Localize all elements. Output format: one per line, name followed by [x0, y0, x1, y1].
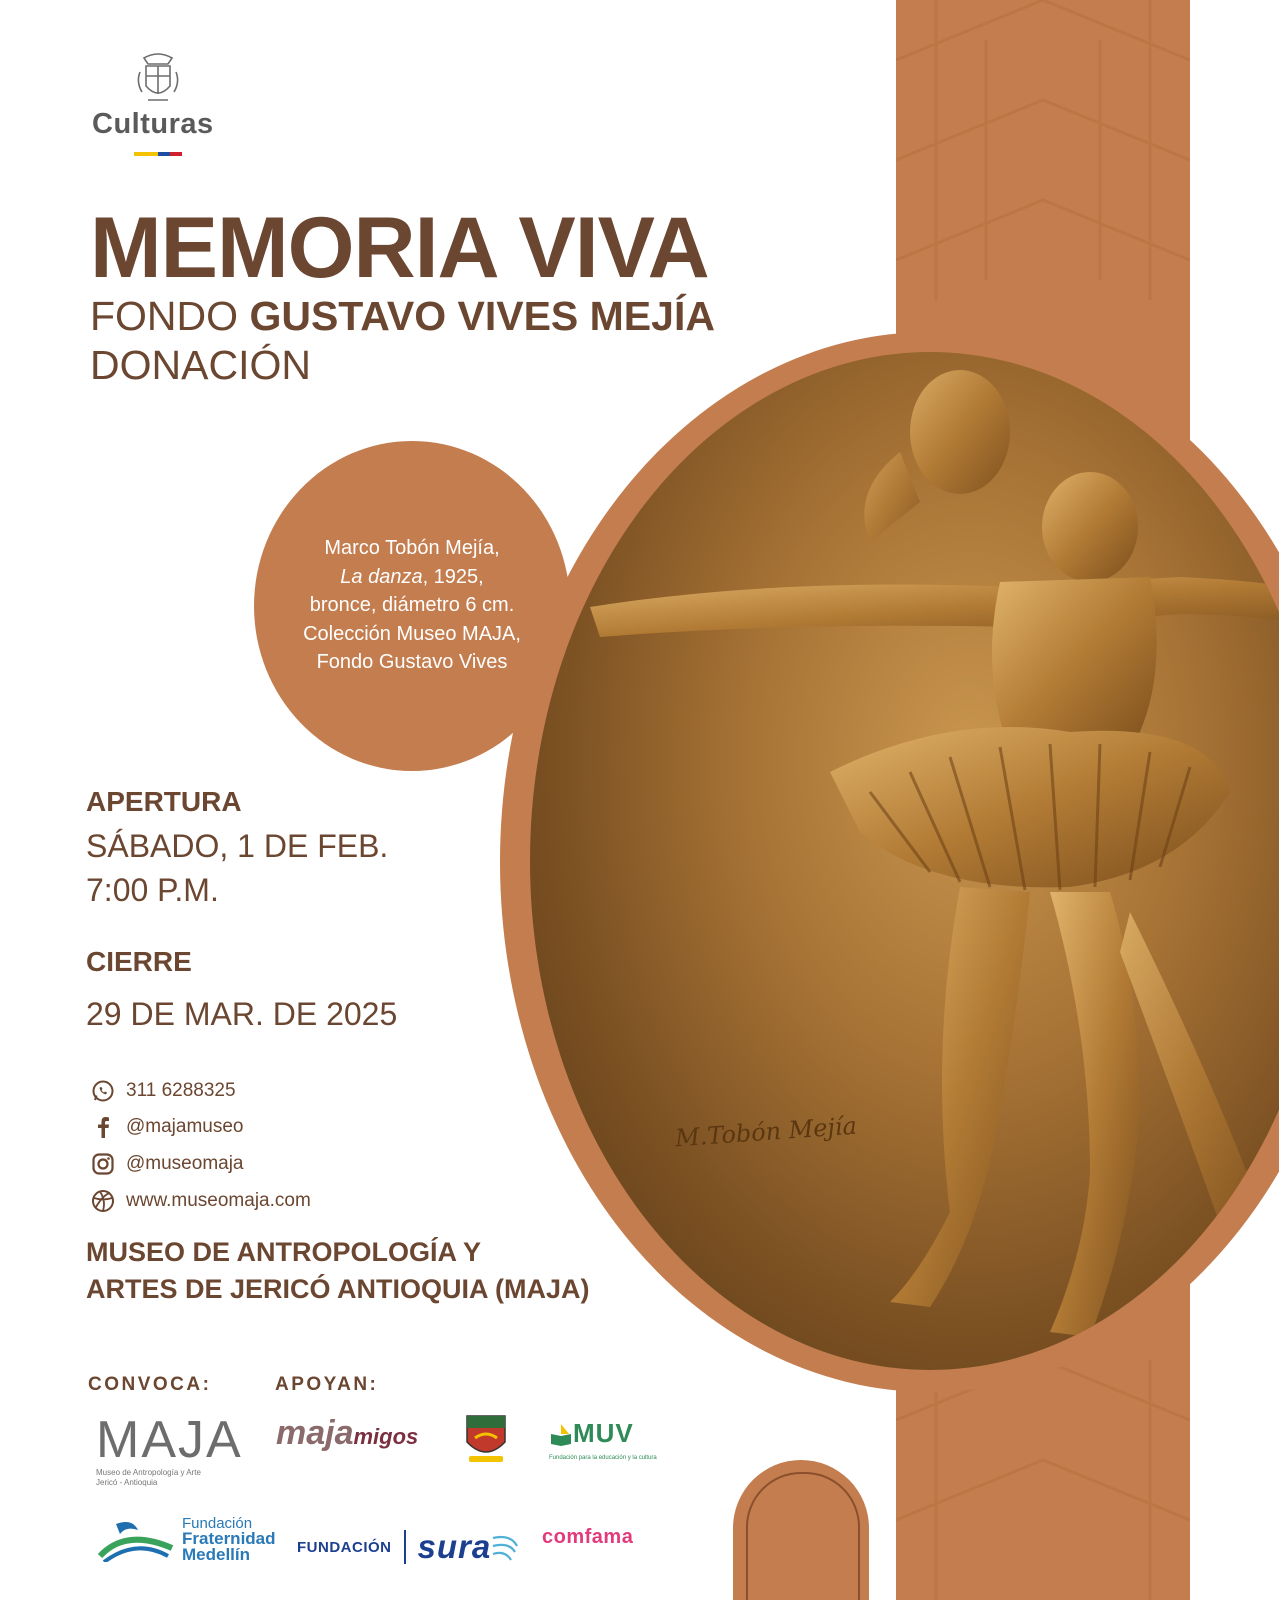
contact-instagram-handle: @museomaja [126, 1153, 244, 1174]
opening-time: 7:00 P.M. [86, 872, 219, 908]
muv-book-icon [549, 1422, 573, 1446]
fraternidad-line2: Fraternidad [182, 1529, 276, 1548]
decorative-arch-outline [746, 1472, 860, 1600]
caption-line-artist: Marco Tobón Mejía, [324, 537, 500, 559]
caption-artwork-title: La danza [340, 565, 423, 588]
maja-subtext [96, 1468, 246, 1488]
sura-wordmark: sura [417, 1528, 492, 1565]
opening-label: APERTURA [86, 786, 242, 817]
contact-facebook[interactable] [90, 1113, 244, 1141]
muv-wordmark: MUV [573, 1418, 634, 1448]
ministry-wordmark: Culturas [92, 108, 214, 140]
subtitle-donation: DONACIÓN [90, 342, 311, 388]
caption-line-title [254, 563, 570, 592]
caption-line-collection: Colección Museo MAJA, [303, 622, 521, 645]
fraternidad-line3: Medellín [182, 1545, 251, 1564]
municipal-shield-icon [463, 1412, 509, 1464]
museum-name [86, 1234, 590, 1308]
majamigos-b: migos [353, 1424, 419, 1449]
contact-phone: 311 6288325 [126, 1080, 236, 1101]
coat-of-arms-icon [134, 52, 182, 108]
sura-swoosh-icon [491, 1532, 519, 1562]
medal-signature: M.Tobón Mejía [674, 1111, 858, 1153]
facebook-icon [90, 1114, 116, 1140]
apoyan-label: APOYAN: [275, 1374, 379, 1395]
muv-subtext: Fundación para la educación y la cultura [549, 1455, 657, 1461]
whatsapp-icon [90, 1078, 116, 1104]
maja-subtext-line2: Jericó - Antioquia [96, 1478, 158, 1487]
page-title: MEMORIA VIVA [90, 200, 709, 296]
comfama-logo: comfama [542, 1526, 634, 1548]
museum-name-line1: MUSEO DE ANTROPOLOGÍA Y [86, 1237, 482, 1267]
fraternidad-text [182, 1516, 276, 1563]
fraternidad-emblem-icon [96, 1518, 176, 1562]
opening-date: SÁBADO, 1 DE FEB. [86, 828, 389, 864]
artwork-caption [254, 534, 570, 677]
majamigos-logo [276, 1414, 418, 1453]
contact-website[interactable] [90, 1187, 311, 1215]
flag-stripe [134, 152, 182, 156]
maja-wordmark: MAJA [96, 1411, 243, 1469]
fundacion-word: FUNDACIÓN [297, 1538, 392, 1556]
museum-name-line2: ARTES DE JERICÓ ANTIOQUIA (MAJA) [86, 1274, 590, 1304]
majamigos-a: maja [276, 1414, 354, 1452]
subtitle-donor: GUSTAVO VIVES MEJÍA [249, 293, 715, 339]
closing-date: 29 DE MAR. DE 2025 [86, 996, 398, 1032]
caption-year: , 1925, [422, 565, 484, 588]
closing-label: CIERRE [86, 946, 192, 977]
contact-facebook-handle: @majamuseo [126, 1116, 244, 1137]
flag-yellow [134, 152, 158, 156]
subtitle-prefix: FONDO [90, 293, 250, 339]
maja-subtext-line1: Museo de Antropología y Arte [96, 1468, 201, 1477]
caption-line-material: bronce, diámetro 6 cm. [309, 594, 515, 616]
instagram-icon [90, 1151, 116, 1177]
sura-divider [404, 1530, 406, 1564]
convoca-label: CONVOCA: [88, 1374, 212, 1395]
globe-icon [90, 1188, 116, 1214]
flag-blue [158, 152, 170, 156]
contact-whatsapp[interactable] [90, 1077, 236, 1105]
contact-instagram[interactable] [90, 1150, 244, 1178]
caption-line-fund: Fondo Gustavo Vives [316, 651, 508, 673]
fraternidad-logo [96, 1516, 276, 1563]
flag-red [170, 152, 182, 156]
maja-logo [96, 1411, 246, 1488]
fundacion-sura-logo [297, 1528, 519, 1566]
subtitle [90, 293, 715, 339]
muv-logo [549, 1420, 634, 1446]
contact-website-url: www.museomaja.com [126, 1190, 311, 1211]
fraternidad-line1: Fundación [182, 1515, 253, 1532]
